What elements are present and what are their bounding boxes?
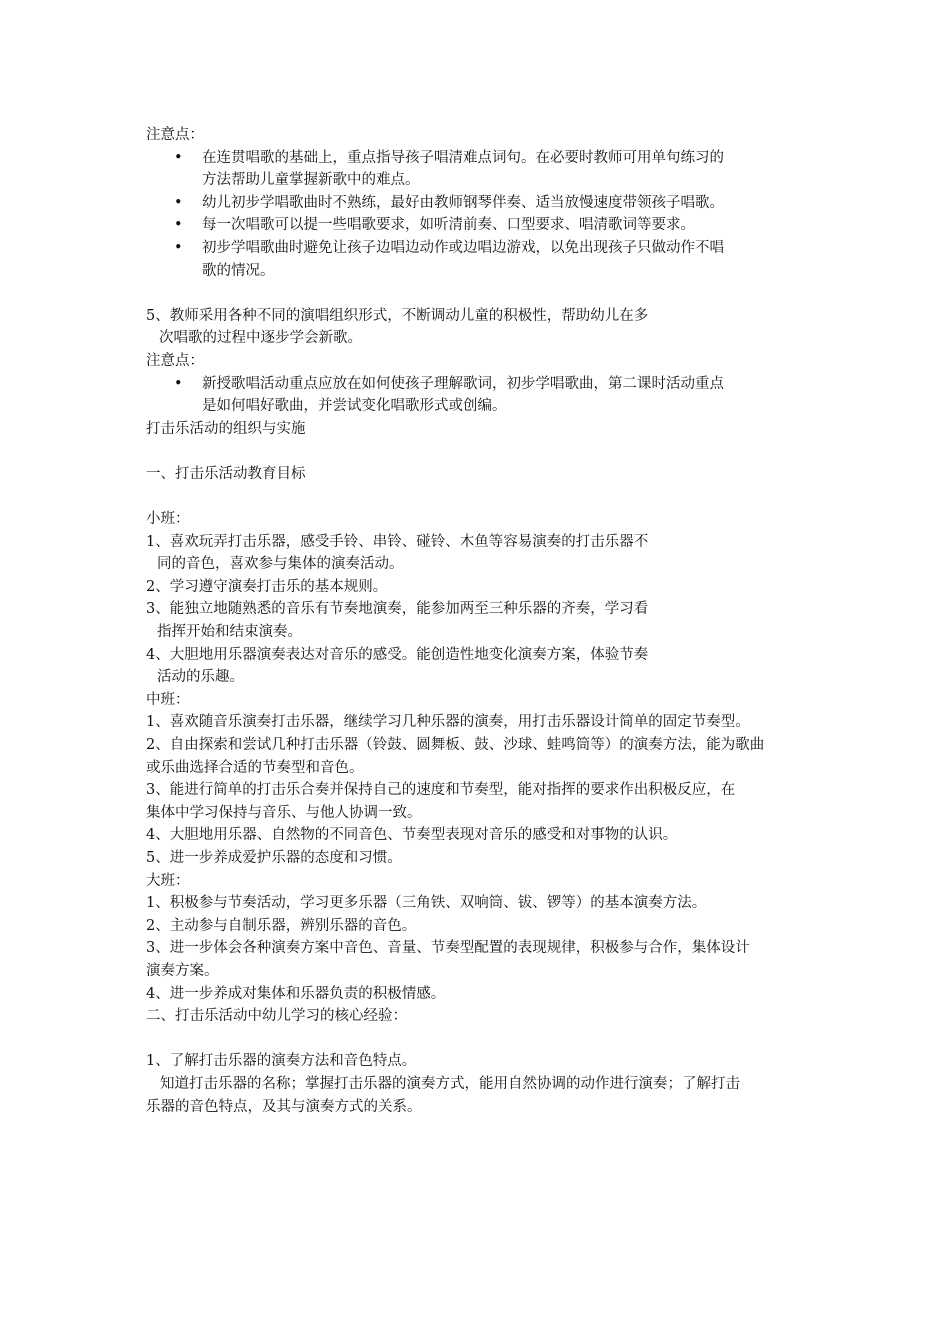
bullet-text: 初步学唱歌曲时避免让孩子边唱边动作或边唱边游戏，以免出现孩子只做动作不唱 — [202, 239, 724, 256]
middle-class-label: 中班： — [146, 691, 190, 708]
list-item: 1、了解打击乐器的演奏方法和音色特点。 — [146, 1053, 417, 1070]
small-class-label: 小班： — [146, 511, 190, 528]
list-item: 2、学习遵守演奏打击乐的基本规则。 — [146, 578, 388, 595]
bullet-text: 在连贯唱歌的基础上，重点指导孩子唱清难点词句。在必要时教师可用单句练习的 — [202, 149, 724, 166]
list-item-cont: 活动的乐趣。 — [157, 669, 244, 686]
note-label: 注意点： — [146, 352, 204, 369]
bullet-dot: • — [174, 149, 183, 166]
list-item: 5、进一步养成爱护乐器的态度和习惯。 — [146, 850, 402, 866]
bullet-dot: • — [174, 375, 183, 392]
paragraph: 知道打击乐器的名称；掌握打击乐器的演奏方式，能用自然协调的动作进行演奏；了解打击 — [160, 1075, 740, 1092]
list-item-cont: 同的音色，喜欢参与集体的演奏活动。 — [157, 556, 404, 573]
list-item: 4、大胆地用乐器演奏表达对音乐的感受。能创造性地变化演奏方案，体验节奏 — [146, 646, 649, 663]
note-label: 注意点： — [146, 127, 204, 143]
bullet-text: 新授歌唱活动重点应放在如何使孩子理解歌词，初步学唱歌曲，第二课时活动重点 — [202, 375, 724, 392]
bullet-dot: • — [174, 217, 183, 234]
spacer — [146, 282, 816, 305]
goals-title: 一、打击乐活动教育目标 — [146, 465, 306, 482]
large-class-label: 大班： — [146, 872, 190, 889]
list-item-cont: 指挥开始和结束演奏。 — [157, 624, 302, 641]
bullet-text: 幼儿初步学唱歌曲时不熟练，最好由教师钢琴伴奏、适当放慢速度带领孩子唱歌。 — [202, 194, 724, 211]
bullet-text: 每一次唱歌可以提一些唱歌要求，如听清前奏、口型要求、唱清歌词等要求。 — [202, 217, 695, 234]
list-item: 4、大胆地用乐器、自然物的不同音色、节奏型表现对音乐的感受和对事物的认识。 — [146, 827, 678, 844]
list-item-cont: 或乐曲选择合适的节奏型和音色。 — [146, 759, 364, 776]
bullet-text: 歌的情况。 — [202, 262, 275, 279]
bullet-text: 是如何唱好歌曲，并尝试变化唱歌形式或创编。 — [202, 398, 507, 415]
bullet-item — [146, 373, 816, 418]
spacer — [146, 486, 816, 509]
list-item: 2、主动参与自制乐器，辨别乐器的音色。 — [146, 917, 417, 934]
bullet-item — [146, 214, 816, 237]
document-page — [146, 124, 816, 1118]
paragraph-cont: 乐器的音色特点，及其与演奏方式的关系。 — [146, 1098, 422, 1115]
spacer — [146, 440, 816, 463]
list-item: 3、进一步体会各种演奏方案中音色、音量、节奏型配置的表现规律，积极参与合作，集体设计 — [146, 940, 750, 957]
list-item-cont: 演奏方案。 — [146, 962, 219, 979]
list-item: 4、进一步养成对集体和乐器负责的积极情感。 — [146, 985, 446, 1002]
bullet-text: 方法帮助儿童掌握新歌中的难点。 — [202, 172, 420, 189]
list-item: 3、能独立地随熟悉的音乐有节奏地演奏，能参加两至三种乐器的齐奏，学习看 — [146, 601, 649, 618]
list-item: 1、喜欢随音乐演奏打击乐器，继续学习几种乐器的演奏，用打击乐器设计简单的固定节奏型。 — [146, 714, 750, 731]
bullet-dot: • — [174, 194, 183, 211]
list-item: 3、能进行简单的打击乐合奏并保持自己的速度和节奏型，能对指挥的要求作出积极反应，在 — [146, 782, 736, 799]
section-heading: 打击乐活动的组织与实施 — [146, 420, 306, 437]
item-5: 5、教师采用各种不同的演唱组织形式，不断调动儿童的积极性，帮助幼儿在多 — [146, 307, 649, 324]
list-item: 1、积极参与节奏活动，学习更多乐器（三角铁、双响筒、钹、锣等）的基本演奏方法。 — [146, 895, 707, 912]
list-item-cont: 集体中学习保持与音乐、与他人协调一致。 — [146, 804, 422, 821]
item-5-cont: 次唱歌的过程中逐步学会新歌。 — [159, 330, 362, 347]
bullet-item — [146, 147, 816, 192]
bullet-item — [146, 237, 816, 282]
list-item: 2、自由探索和尝试几种打击乐器（铃鼓、圆舞板、鼓、沙球、蛙鸣筒等）的演奏方法，能为歌曲 — [146, 737, 765, 754]
core-title: 二、打击乐活动中幼儿学习的核心经验： — [146, 1008, 407, 1025]
spacer — [146, 1028, 816, 1051]
bullet-dot: • — [174, 239, 183, 256]
list-item: 1、喜欢玩弄打击乐器，感受手铃、串铃、碰铃、木鱼等容易演奏的打击乐器不 — [146, 533, 649, 550]
bullet-item — [146, 192, 816, 215]
